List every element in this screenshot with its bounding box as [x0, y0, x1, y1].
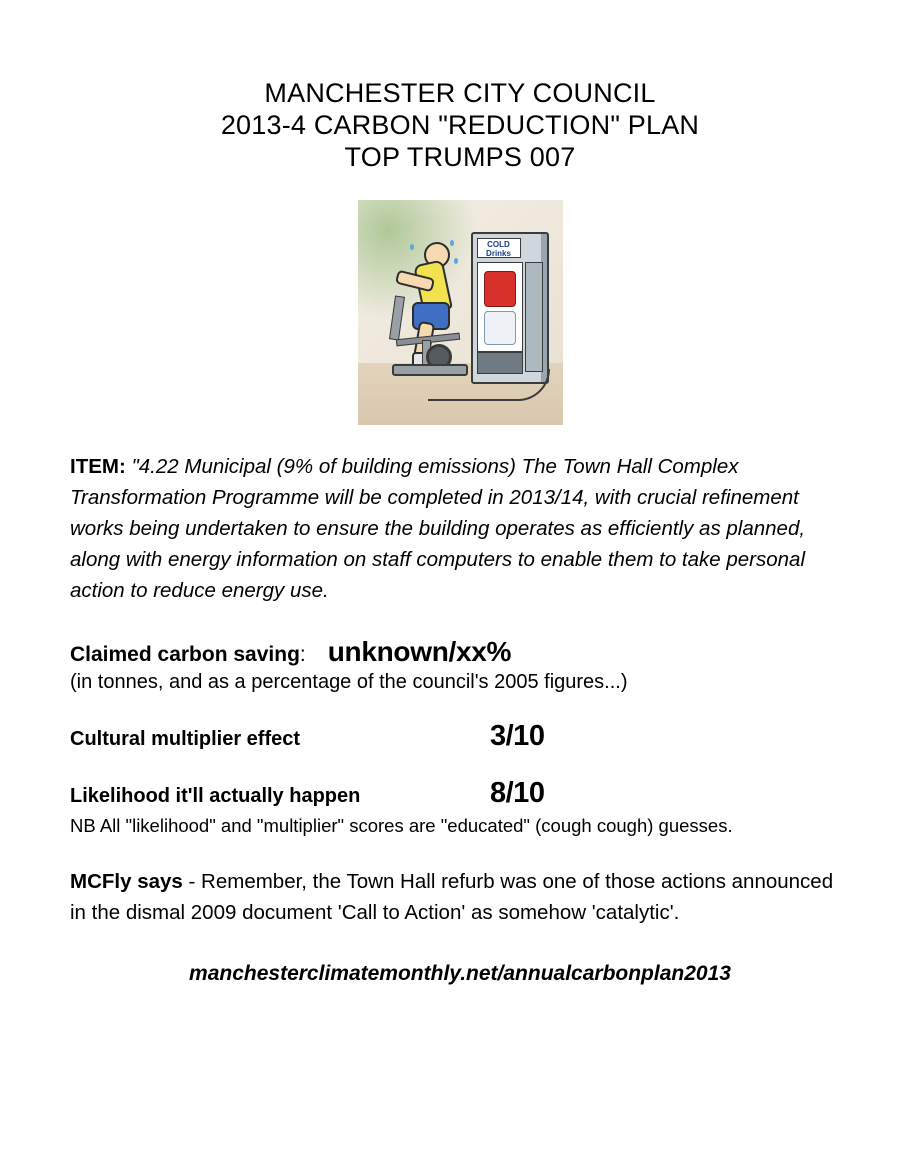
vending-window — [477, 262, 523, 352]
vending-keypad — [525, 262, 543, 372]
item-text: "4.22 Municipal (9% of building emissions) The Town Hall Complex Transformation Programme will be completed in 2013/14, with crucial refinement works being undertaken to ensure the building operates as efficiently as planned, along with energy information on staff computers to enable them to take personal action to reduce energy use. — [70, 454, 806, 603]
sweat-drop-icon — [450, 240, 454, 246]
sweat-drop-icon — [410, 244, 414, 250]
vending-label-line-1: COLD — [487, 239, 510, 249]
title-line-3: TOP TRUMPS 007 — [344, 141, 576, 172]
claimed-saving-value: unknown/xx% — [327, 636, 512, 668]
cartoon-illustration — [358, 200, 563, 425]
vending-label-line-2: Drinks — [486, 248, 511, 258]
power-cable — [428, 369, 550, 401]
title-line-2: 2013-4 CARBON "REDUCTION" PLAN — [220, 109, 700, 140]
score-value-likelihood: 8/10 — [490, 777, 545, 810]
mcfly-comment — [70, 867, 850, 928]
mcfly-text: - Remember, the Town Hall refurb was one of those actions announced in the dismal 2009 document 'Call to Action' as somehow 'catalytic'. — [70, 870, 834, 924]
claimed-saving-row — [70, 636, 850, 668]
page-title — [0, 0, 920, 174]
claimed-saving-label-colon: : — [299, 643, 306, 667]
cyclist-figure-icon — [392, 240, 482, 390]
item-paragraph — [70, 451, 850, 607]
score-label-cultural-multiplier: Cultural multiplier effect — [70, 728, 301, 751]
sweat-drop-icon — [454, 258, 458, 264]
scores-disclaimer: NB All "likelihood" and "multiplier" scores are "educated" (cough cough) guesses. — [70, 815, 733, 837]
score-row-cultural-multiplier — [70, 720, 850, 753]
vending-machine-label — [477, 238, 521, 258]
illustration-container — [0, 200, 920, 425]
footer-url[interactable]: manchesterclimatemonthly.net/annualcarbonplan2013 — [189, 962, 731, 986]
mcfly-label: MCFly says — [70, 870, 183, 894]
white-can-icon — [484, 311, 516, 345]
item-label: ITEM: — [70, 454, 126, 478]
title-line-1: MANCHESTER CITY COUNCIL — [264, 78, 656, 108]
score-row-likelihood — [70, 777, 850, 810]
score-value-cultural-multiplier: 3/10 — [490, 720, 545, 753]
claimed-saving-note: (in tonnes, and as a percentage of the council's 2005 figures...) — [70, 671, 628, 694]
bike-handlebar — [388, 295, 404, 340]
vending-machine-icon — [471, 232, 549, 384]
claimed-saving-label: Claimed carbon saving — [70, 643, 300, 667]
score-label-likelihood: Likelihood it'll actually happen — [70, 785, 361, 808]
red-can-icon — [484, 271, 516, 307]
content-body — [0, 451, 920, 986]
